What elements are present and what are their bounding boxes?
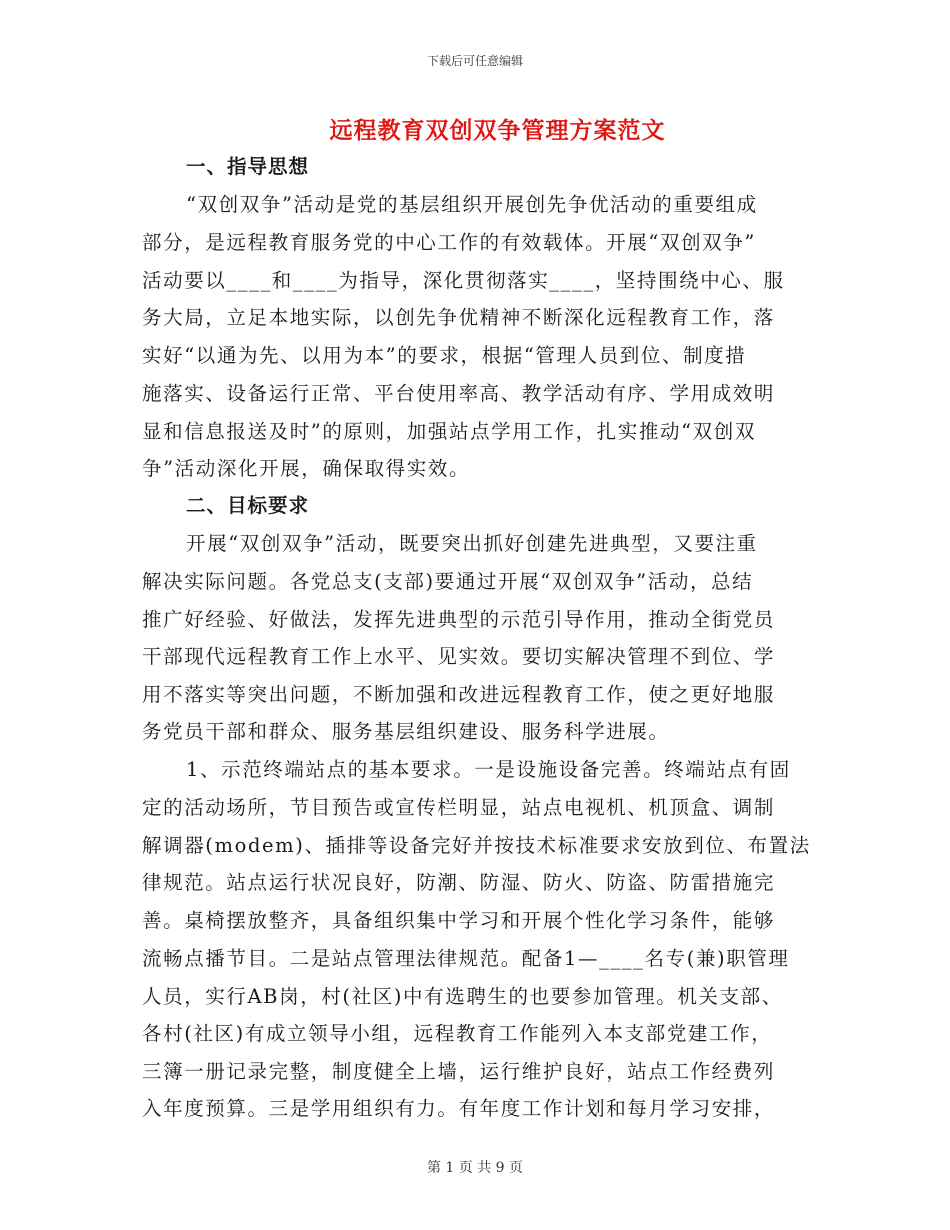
section-heading-1: 一、指导思想 [186,155,310,178]
paragraph-line: 各村(社区)有成立领导小组，远程教育工作能列入本支部党建工作， [142,1022,773,1045]
paragraph-line: 定的活动场所，节目预告或宣传栏明显，站点电视机、机顶盒、调制 [142,796,776,819]
paragraph-line: 施落实、设备运行正常、平台使用率高、教学活动有序、学用成效明 [142,382,776,405]
paragraph-line: 善。桌椅摆放整齐，具备组织集中学习和开展个性化学习条件，能够 [142,909,776,932]
paragraph-line: 入年度预算。三是学用组织有力。有年度工作计划和每月学习安排， [142,1097,776,1120]
paragraph-line: 实好“以通为先、以用为本”的要求，根据“管理人员到位、制度措 [142,344,747,367]
paragraph-line: 1、示范终端站点的基本要求。一是设施设备完善。终端站点有固 [186,758,791,781]
paragraph-line: 解决实际问题。各党总支(支部)要通过开展“双创双争”活动，总结 [142,570,754,593]
paragraph-line: 解调器(modem)、插排等设备完好并按技术标准要求安放到位、布置法 [142,834,811,857]
paragraph-line: 开展“双创双争”活动，既要突出抓好创建先进典型，又要注重 [186,532,758,555]
paragraph-line: 务大局，立足本地实际，以创先争优精神不断深化远程教育工作，落 [142,306,776,329]
paragraph-line: 用不落实等突出问题，不断加强和改进远程教育工作，使之更好地服 [142,683,776,706]
paragraph-line: 干部现代远程教育工作上水平、见实效。要切实解决管理不到位、学 [142,645,776,668]
paragraph-line: “双创双争”活动是党的基层组织开展创先争优活动的重要组成 [186,193,758,216]
paragraph-line: 显和信息报送及时”的原则，加强站点学用工作，扎实推动“双创双 [142,420,756,443]
document-title: 远程教育双创双争管理方案范文 [329,117,666,144]
paragraph-line: 推广好经验、好做法，发挥先进典型的示范引导作用，推动全街党员 [142,608,776,631]
header-note: 下载后可任意编辑 [426,54,523,68]
paragraph-line: 争”活动深化开展，确保取得实效。 [142,457,471,480]
paragraph-line: 务党员干部和群众、服务基层组织建设、服务科学进展。 [142,720,670,743]
page-footer: 第 1 页 共 9 页 [426,1160,524,1176]
paragraph-line: 人员，实行AB岗，村(社区)中有选聘生的也要参加管理。机关支部、 [142,985,783,1008]
paragraph-line: 流畅点播节目。二是站点管理法律规范。配备1—____名专(兼)职管理 [142,947,790,970]
paragraph-line: 部分，是远程教育服务党的中心工作的有效载体。开展“双创双争” [142,231,756,254]
section-heading-2: 二、目标要求 [186,494,310,517]
paragraph-line: 三簿一册记录完整，制度健全上墙，运行维护良好，站点工作经费列 [142,1060,776,1083]
paragraph-line: 活动要以____和____为指导，深化贯彻落实____，坚持围绕中心、服 [142,269,785,292]
paragraph-line: 律规范。站点运行状况良好，防潮、防湿、防火、防盗、防雷措施完 [142,871,776,894]
